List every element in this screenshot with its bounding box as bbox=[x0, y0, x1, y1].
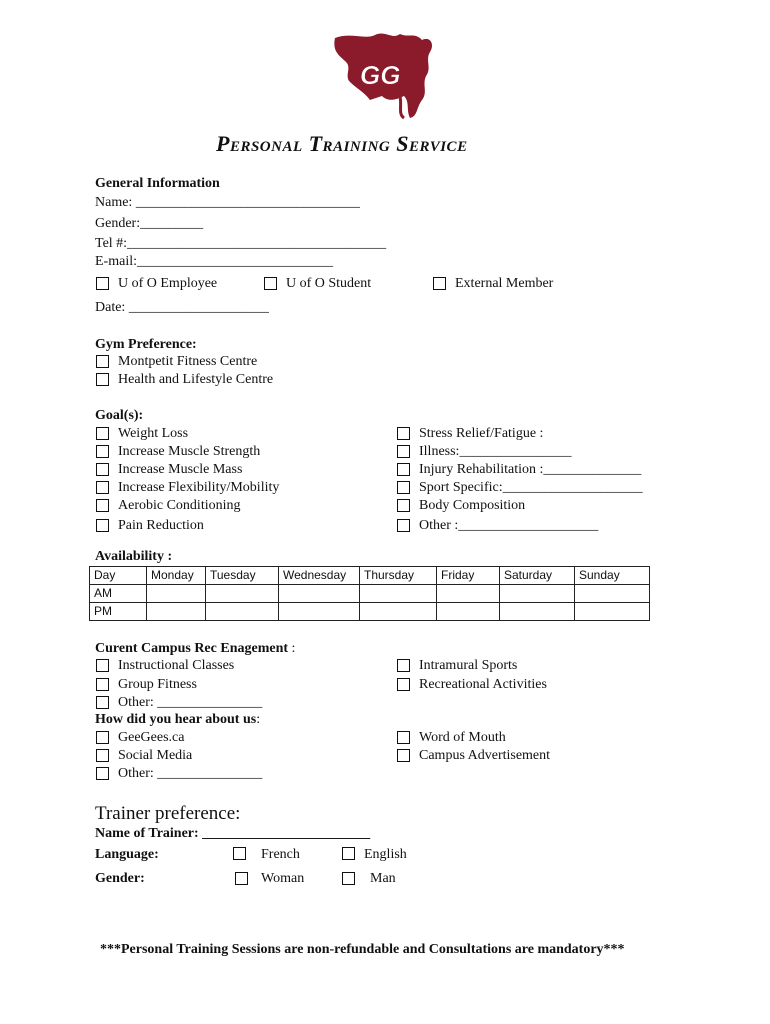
hear-checkbox[interactable] bbox=[96, 731, 109, 744]
footer-note: ***Personal Training Sessions are non-refundable and Consultations are mandatory*** bbox=[100, 942, 625, 957]
table-cell[interactable] bbox=[575, 585, 650, 603]
column-header: Friday bbox=[437, 567, 500, 585]
logo-text: GG bbox=[360, 60, 401, 90]
engagement-heading-row bbox=[95, 641, 295, 657]
availability-heading: Availability : bbox=[95, 549, 173, 564]
hear-heading-row bbox=[95, 712, 260, 728]
hear-checkbox[interactable] bbox=[96, 767, 109, 780]
hear-heading-suffix: : bbox=[256, 712, 261, 727]
table-cell[interactable] bbox=[147, 585, 206, 603]
goal-checkbox[interactable] bbox=[96, 499, 109, 512]
column-header: Wednesday bbox=[279, 567, 360, 585]
goal-label: Increase Muscle Strength bbox=[118, 444, 261, 459]
tel-field[interactable]: Tel #:_____________________________________ bbox=[95, 236, 387, 251]
goal-label: Illness:________________ bbox=[419, 444, 572, 459]
language-french-label: French bbox=[261, 847, 300, 862]
goals-heading: Goal(s): bbox=[95, 408, 144, 423]
hear-checkbox[interactable] bbox=[397, 749, 410, 762]
table-cell[interactable] bbox=[279, 603, 360, 621]
goal-checkbox[interactable] bbox=[96, 519, 109, 532]
column-header: Day bbox=[90, 567, 147, 585]
goal-checkbox[interactable] bbox=[96, 481, 109, 494]
table-cell[interactable] bbox=[206, 603, 279, 621]
goal-label: Weight Loss bbox=[118, 426, 189, 441]
date-field[interactable]: Date: ____________________ bbox=[95, 300, 269, 315]
goal-checkbox[interactable] bbox=[96, 445, 109, 458]
trainer-gender-label: Gender: bbox=[95, 871, 145, 886]
goal-label: Increase Flexibility/Mobility bbox=[118, 480, 280, 495]
engagement-heading: Curent Campus Rec Enagement bbox=[95, 641, 289, 656]
goal-label: Body Composition bbox=[419, 498, 526, 513]
column-header: Saturday bbox=[500, 567, 575, 585]
goal-checkbox[interactable] bbox=[397, 519, 410, 532]
language-french-checkbox[interactable] bbox=[233, 847, 246, 860]
column-header: Monday bbox=[147, 567, 206, 585]
row-label: AM bbox=[90, 585, 147, 603]
goal-label: Other :____________________ bbox=[419, 518, 599, 533]
goal-label: Increase Muscle Mass bbox=[118, 462, 243, 477]
employee-label: U of O Employee bbox=[118, 276, 218, 291]
hear-checkbox[interactable] bbox=[96, 749, 109, 762]
email-field[interactable]: E-mail:____________________________ bbox=[95, 254, 333, 269]
table-cell[interactable] bbox=[360, 585, 437, 603]
hear-label: GeeGees.ca bbox=[118, 730, 185, 745]
gender-man-checkbox[interactable] bbox=[342, 872, 355, 885]
engagement-label: Intramural Sports bbox=[419, 658, 518, 673]
goal-label: Pain Reduction bbox=[118, 518, 204, 533]
hear-other-field[interactable]: Other: _______________ bbox=[118, 766, 263, 781]
column-header: Sunday bbox=[575, 567, 650, 585]
gender-man-label: Man bbox=[370, 871, 396, 886]
table-cell[interactable] bbox=[279, 585, 360, 603]
column-header: Thursday bbox=[360, 567, 437, 585]
employee-checkbox[interactable] bbox=[96, 277, 109, 290]
trainer-name-field[interactable]: Name of Trainer: ________________________ bbox=[95, 826, 371, 841]
gender-field[interactable]: Gender:_________ bbox=[95, 216, 204, 231]
gym-label-hlc: Health and Lifestyle Centre bbox=[118, 372, 274, 387]
gender-woman-label: Woman bbox=[261, 871, 305, 886]
engagement-label: Recreational Activities bbox=[419, 677, 547, 692]
table-cell[interactable] bbox=[147, 603, 206, 621]
gym-checkbox-montpetit[interactable] bbox=[96, 355, 109, 368]
table-cell[interactable] bbox=[437, 585, 500, 603]
goal-checkbox[interactable] bbox=[397, 445, 410, 458]
goal-checkbox[interactable] bbox=[397, 427, 410, 440]
student-label: U of O Student bbox=[286, 276, 372, 291]
goal-checkbox[interactable] bbox=[397, 481, 410, 494]
language-english-checkbox[interactable] bbox=[342, 847, 355, 860]
table-row bbox=[90, 603, 650, 621]
logo bbox=[330, 30, 440, 120]
engagement-checkbox[interactable] bbox=[397, 659, 410, 672]
engagement-checkbox[interactable] bbox=[96, 659, 109, 672]
table-row bbox=[90, 585, 650, 603]
table-cell[interactable] bbox=[206, 585, 279, 603]
hear-heading: How did you hear about us bbox=[95, 712, 257, 727]
table-cell[interactable] bbox=[437, 603, 500, 621]
engagement-checkbox[interactable] bbox=[96, 696, 109, 709]
language-english-label: English bbox=[364, 847, 407, 862]
goal-label: Aerobic Conditioning bbox=[118, 498, 241, 513]
goal-checkbox[interactable] bbox=[397, 499, 410, 512]
gym-checkbox-hlc[interactable] bbox=[96, 373, 109, 386]
trainer-heading: Trainer preference: bbox=[95, 803, 241, 824]
student-checkbox[interactable] bbox=[264, 277, 277, 290]
language-label: Language: bbox=[95, 847, 159, 862]
column-header: Tuesday bbox=[206, 567, 279, 585]
goal-label: Injury Rehabilitation :______________ bbox=[419, 462, 642, 477]
goal-checkbox[interactable] bbox=[397, 463, 410, 476]
goal-label: Stress Relief/Fatigue : bbox=[419, 426, 544, 441]
table-cell[interactable] bbox=[360, 603, 437, 621]
table-cell[interactable] bbox=[500, 585, 575, 603]
table-header-row bbox=[90, 567, 650, 585]
external-label: External Member bbox=[455, 276, 554, 291]
hear-label: Social Media bbox=[118, 748, 193, 763]
engagement-checkbox[interactable] bbox=[96, 678, 109, 691]
engagement-label: Group Fitness bbox=[118, 677, 197, 692]
table-cell[interactable] bbox=[575, 603, 650, 621]
row-label: PM bbox=[90, 603, 147, 621]
availability-table bbox=[89, 566, 650, 621]
name-field[interactable]: Name: ________________________________ bbox=[95, 195, 360, 210]
gym-label-montpetit: Montpetit Fitness Centre bbox=[118, 354, 258, 369]
hear-checkbox[interactable] bbox=[397, 731, 410, 744]
gender-woman-checkbox[interactable] bbox=[235, 872, 248, 885]
engagement-label: Instructional Classes bbox=[118, 658, 235, 673]
table-cell[interactable] bbox=[500, 603, 575, 621]
goal-checkbox[interactable] bbox=[96, 427, 109, 440]
page-title: Personal Training Service bbox=[216, 131, 468, 156]
gym-heading: Gym Preference: bbox=[95, 337, 197, 352]
goal-label: Sport Specific:____________________ bbox=[419, 480, 643, 495]
engagement-checkbox[interactable] bbox=[397, 678, 410, 691]
hear-label: Word of Mouth bbox=[419, 730, 506, 745]
engagement-other-field[interactable]: Other: _______________ bbox=[118, 695, 263, 710]
goal-checkbox[interactable] bbox=[96, 463, 109, 476]
general-heading: General Information bbox=[95, 176, 220, 191]
engagement-heading-suffix: : bbox=[288, 641, 296, 656]
external-checkbox[interactable] bbox=[433, 277, 446, 290]
hear-label: Campus Advertisement bbox=[419, 748, 551, 763]
